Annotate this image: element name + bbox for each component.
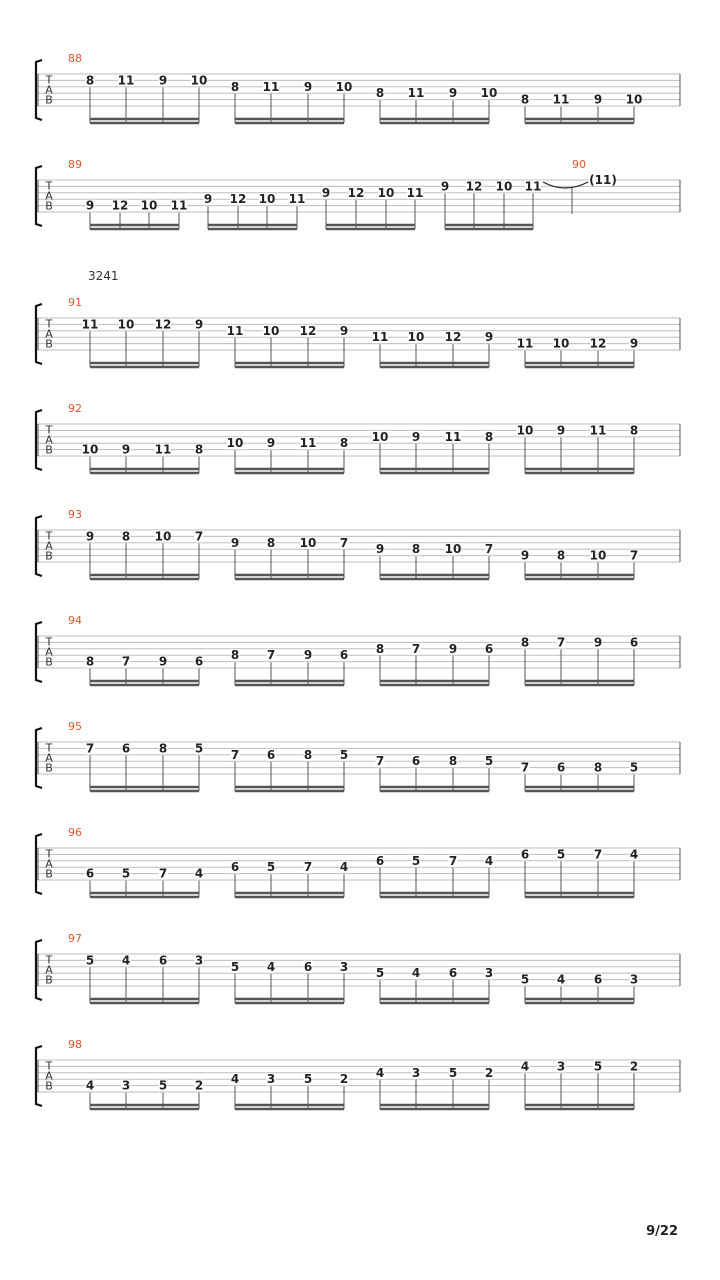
fret-number: 11 xyxy=(406,185,424,200)
fret-number: 5 xyxy=(85,953,95,968)
tied-fret-number: (11) xyxy=(589,173,617,187)
system-bracket xyxy=(36,516,42,576)
fret-number: 5 xyxy=(484,754,494,769)
fret-number: 11 xyxy=(589,423,607,438)
fret-number: 5 xyxy=(266,860,276,875)
fret-number: 7 xyxy=(230,747,240,762)
fret-number: 10 xyxy=(258,192,276,207)
fret-number: 2 xyxy=(194,1078,204,1093)
measure-number: 93 xyxy=(68,508,82,521)
fret-number: 10 xyxy=(407,330,425,345)
fret-number: 10 xyxy=(444,542,462,557)
fret-number: 6 xyxy=(303,959,313,974)
system-bracket xyxy=(36,728,42,788)
fret-number: 8 xyxy=(339,436,349,451)
tab-system xyxy=(36,296,680,367)
fret-number: 9 xyxy=(121,442,131,457)
fret-number: 10 xyxy=(117,317,135,332)
fret-number: 6 xyxy=(85,866,95,881)
fret-number: 9 xyxy=(520,548,530,563)
fret-number: 7 xyxy=(375,754,385,769)
measure-number: 98 xyxy=(68,1038,82,1051)
tab-clef-letter: B xyxy=(45,199,53,213)
tab-clef-letter: A xyxy=(45,539,53,553)
fret-number: 4 xyxy=(194,866,204,881)
fret-number: 7 xyxy=(266,648,276,663)
fret-number: 6 xyxy=(121,741,131,756)
tab-systems xyxy=(36,52,680,1109)
tab-clef-letter: B xyxy=(45,1079,53,1093)
fret-number: 10 xyxy=(226,436,244,451)
fret-number: 8 xyxy=(629,423,639,438)
system-bracket xyxy=(36,1046,42,1106)
tab-clef-letter: T xyxy=(45,847,53,861)
tab-clef-letter: A xyxy=(45,327,53,341)
tab-clef-letter: A xyxy=(45,433,53,447)
measure-number: 94 xyxy=(68,614,82,627)
fret-number: 3 xyxy=(339,959,349,974)
tab-clef-letter: T xyxy=(45,529,53,543)
fret-number: 6 xyxy=(520,847,530,862)
fret-number: 8 xyxy=(556,548,566,563)
fret-number: 8 xyxy=(266,535,276,550)
fret-number: 8 xyxy=(484,429,494,444)
fret-number: 7 xyxy=(121,654,131,669)
tab-clef-letter: T xyxy=(45,317,53,331)
system-bracket xyxy=(36,60,42,120)
fret-number: 5 xyxy=(158,1078,168,1093)
fret-number: 6 xyxy=(266,747,276,762)
fret-number: 12 xyxy=(347,185,365,200)
fret-number: 10 xyxy=(516,423,534,438)
fret-number: 3 xyxy=(629,972,639,987)
fret-number: 8 xyxy=(375,86,385,101)
fret-number: 11 xyxy=(299,436,317,451)
system-bracket xyxy=(36,622,42,682)
fret-number: 9 xyxy=(339,323,349,338)
fret-number: 9 xyxy=(448,86,458,101)
tab-clef-letter: A xyxy=(45,645,53,659)
fret-number: 2 xyxy=(339,1072,349,1087)
fret-number: 3 xyxy=(121,1078,131,1093)
fret-number: 10 xyxy=(377,185,395,200)
tab-clef-letter: B xyxy=(45,973,53,987)
fret-number: 6 xyxy=(411,754,421,769)
fret-number: 3 xyxy=(266,1072,276,1087)
measure-number: 95 xyxy=(68,720,82,733)
fret-number: 11 xyxy=(444,429,462,444)
fret-number: 12 xyxy=(589,336,607,351)
fret-number: 8 xyxy=(121,529,131,544)
fret-number: 8 xyxy=(520,635,530,650)
measure-number: 88 xyxy=(68,52,82,65)
fret-number: 7 xyxy=(484,542,494,557)
fret-number: 11 xyxy=(226,323,244,338)
system-bracket xyxy=(36,410,42,470)
fret-number: 9 xyxy=(448,641,458,656)
fret-number: 12 xyxy=(154,317,172,332)
fret-number: 5 xyxy=(230,959,240,974)
fret-number: 9 xyxy=(375,542,385,557)
fret-number: 4 xyxy=(629,847,639,862)
fret-number: 11 xyxy=(81,317,99,332)
measure-number: 91 xyxy=(68,296,82,309)
tab-system xyxy=(36,402,680,473)
tab-clef-letter: A xyxy=(45,1069,53,1083)
section-annotation: 3241 xyxy=(88,269,119,283)
tab-system xyxy=(36,614,680,685)
fret-number: 4 xyxy=(121,953,131,968)
tab-system xyxy=(36,932,680,1003)
system-bracket xyxy=(36,940,42,1000)
fret-number: 11 xyxy=(288,192,306,207)
fret-number: 8 xyxy=(158,741,168,756)
fret-number: 11 xyxy=(371,330,389,345)
fret-number: 4 xyxy=(411,966,421,981)
fret-number: 9 xyxy=(203,192,213,207)
fret-number: 2 xyxy=(629,1059,639,1074)
fret-number: 8 xyxy=(520,92,530,107)
fret-number: 11 xyxy=(154,442,172,457)
fret-number: 9 xyxy=(484,330,494,345)
fret-number: 6 xyxy=(158,953,168,968)
tie-arc xyxy=(543,182,588,188)
fret-number: 11 xyxy=(407,86,425,101)
fret-number: 4 xyxy=(85,1078,95,1093)
fret-number: 11 xyxy=(524,179,542,194)
fret-number: 7 xyxy=(556,635,566,650)
fret-number: 10 xyxy=(625,92,643,107)
fret-number: 6 xyxy=(194,654,204,669)
fret-number: 10 xyxy=(154,529,172,544)
fret-number: 10 xyxy=(335,79,353,94)
fret-number: 9 xyxy=(440,179,450,194)
fret-number: 9 xyxy=(321,185,331,200)
fret-number: 8 xyxy=(194,442,204,457)
fret-number: 8 xyxy=(448,754,458,769)
fret-number: 12 xyxy=(465,179,483,194)
tab-system xyxy=(36,826,680,897)
tab-system xyxy=(36,720,680,791)
fret-number: 9 xyxy=(593,635,603,650)
tab-clef-letter: A xyxy=(45,83,53,97)
page-number: 9/22 xyxy=(646,1224,678,1239)
fret-number: 4 xyxy=(375,1065,385,1080)
fret-number: 11 xyxy=(516,336,534,351)
fret-number: 8 xyxy=(375,641,385,656)
tab-clef-letter: T xyxy=(45,73,53,87)
fret-number: 12 xyxy=(299,323,317,338)
fret-number: 5 xyxy=(411,853,421,868)
tab-system xyxy=(36,508,680,579)
tab-clef-letter: A xyxy=(45,857,53,871)
fret-number: 7 xyxy=(85,741,95,756)
fret-number: 8 xyxy=(85,654,95,669)
fret-number: 6 xyxy=(230,860,240,875)
measure-number: 96 xyxy=(68,826,82,839)
fret-number: 12 xyxy=(229,192,247,207)
fret-number: 10 xyxy=(262,323,280,338)
fret-number: 5 xyxy=(520,972,530,987)
system-bracket xyxy=(36,304,42,364)
fret-number: 9 xyxy=(411,429,421,444)
fret-number: 7 xyxy=(448,853,458,868)
measure-number: 90 xyxy=(572,158,586,171)
fret-number: 6 xyxy=(484,641,494,656)
fret-number: 9 xyxy=(158,73,168,88)
tab-clef-letter: A xyxy=(45,189,53,203)
fret-number: 4 xyxy=(230,1072,240,1087)
tab-clef-letter: T xyxy=(45,635,53,649)
fret-number: 6 xyxy=(556,760,566,775)
fret-number: 4 xyxy=(484,853,494,868)
fret-number: 7 xyxy=(629,548,639,563)
measure-number: 97 xyxy=(68,932,82,945)
fret-number: 6 xyxy=(593,972,603,987)
fret-number: 11 xyxy=(170,198,188,213)
fret-number: 10 xyxy=(552,336,570,351)
fret-number: 5 xyxy=(375,966,385,981)
tab-system xyxy=(36,52,680,123)
measure-number: 89 xyxy=(68,158,82,171)
tab-system xyxy=(36,1038,680,1109)
tab-clef-letter: A xyxy=(45,751,53,765)
fret-number: 5 xyxy=(194,741,204,756)
fret-number: 3 xyxy=(411,1065,421,1080)
tab-clef-letter: T xyxy=(45,423,53,437)
fret-number: 8 xyxy=(411,542,421,557)
fret-number: 2 xyxy=(484,1065,494,1080)
fret-number: 4 xyxy=(266,959,276,974)
fret-number: 5 xyxy=(556,847,566,862)
fret-number: 3 xyxy=(194,953,204,968)
tab-clef-letter: T xyxy=(45,179,53,193)
tab-clef-letter: T xyxy=(45,1059,53,1073)
tab-clef-letter: B xyxy=(45,549,53,563)
system-bracket xyxy=(36,166,42,226)
fret-number: 6 xyxy=(629,635,639,650)
fret-number: 9 xyxy=(303,648,313,663)
fret-number: 7 xyxy=(520,760,530,775)
fret-number: 9 xyxy=(158,654,168,669)
fret-number: 9 xyxy=(266,436,276,451)
fret-number: 10 xyxy=(299,535,317,550)
fret-number: 7 xyxy=(303,860,313,875)
fret-number: 10 xyxy=(140,198,158,213)
fret-number: 6 xyxy=(448,966,458,981)
fret-number: 9 xyxy=(230,535,240,550)
fret-number: 8 xyxy=(230,79,240,94)
fret-number: 5 xyxy=(593,1059,603,1074)
tab-clef-letter: B xyxy=(45,761,53,775)
fret-number: 6 xyxy=(339,648,349,663)
tab-clef-letter: B xyxy=(45,655,53,669)
fret-number: 9 xyxy=(556,423,566,438)
fret-number: 11 xyxy=(552,92,570,107)
fret-number: 7 xyxy=(339,535,349,550)
fret-number: 5 xyxy=(339,747,349,762)
tab-clef-letter: B xyxy=(45,443,53,457)
fret-number: 8 xyxy=(593,760,603,775)
fret-number: 11 xyxy=(117,73,135,88)
tab-clef-letter: A xyxy=(45,963,53,977)
fret-number: 4 xyxy=(339,860,349,875)
fret-number: 3 xyxy=(556,1059,566,1074)
tab-clef-letter: T xyxy=(45,741,53,755)
tab-clef-letter: B xyxy=(45,93,53,107)
fret-number: 8 xyxy=(230,648,240,663)
fret-number: 4 xyxy=(556,972,566,987)
fret-number: 10 xyxy=(190,73,208,88)
tab-clef-letter: B xyxy=(45,337,53,351)
fret-number: 9 xyxy=(85,529,95,544)
fret-number: 7 xyxy=(158,866,168,881)
fret-number: 10 xyxy=(480,86,498,101)
fret-number: 7 xyxy=(411,641,421,656)
fret-number: 8 xyxy=(303,747,313,762)
fret-number: 9 xyxy=(194,317,204,332)
tab-clef-letter: T xyxy=(45,953,53,967)
fret-number: 5 xyxy=(121,866,131,881)
fret-number: 4 xyxy=(520,1059,530,1074)
fret-number: 5 xyxy=(303,1072,313,1087)
fret-number: 12 xyxy=(444,330,462,345)
fret-number: 12 xyxy=(111,198,129,213)
fret-number: 5 xyxy=(448,1065,458,1080)
fret-number: 7 xyxy=(593,847,603,862)
fret-number: 7 xyxy=(194,529,204,544)
fret-number: 10 xyxy=(81,442,99,457)
tab-system xyxy=(36,158,680,229)
fret-number: 9 xyxy=(593,92,603,107)
fret-number: 10 xyxy=(589,548,607,563)
system-bracket xyxy=(36,834,42,894)
fret-number: 9 xyxy=(303,79,313,94)
measure-number: 92 xyxy=(68,402,82,415)
fret-number: 8 xyxy=(85,73,95,88)
fret-number: 10 xyxy=(371,429,389,444)
fret-number: 9 xyxy=(629,336,639,351)
fret-number: 11 xyxy=(262,79,280,94)
fret-number: 10 xyxy=(495,179,513,194)
fret-number: 3 xyxy=(484,966,494,981)
tab-clef-letter: B xyxy=(45,867,53,881)
fret-number: 6 xyxy=(375,853,385,868)
fret-number: 5 xyxy=(629,760,639,775)
fret-number: 9 xyxy=(85,198,95,213)
